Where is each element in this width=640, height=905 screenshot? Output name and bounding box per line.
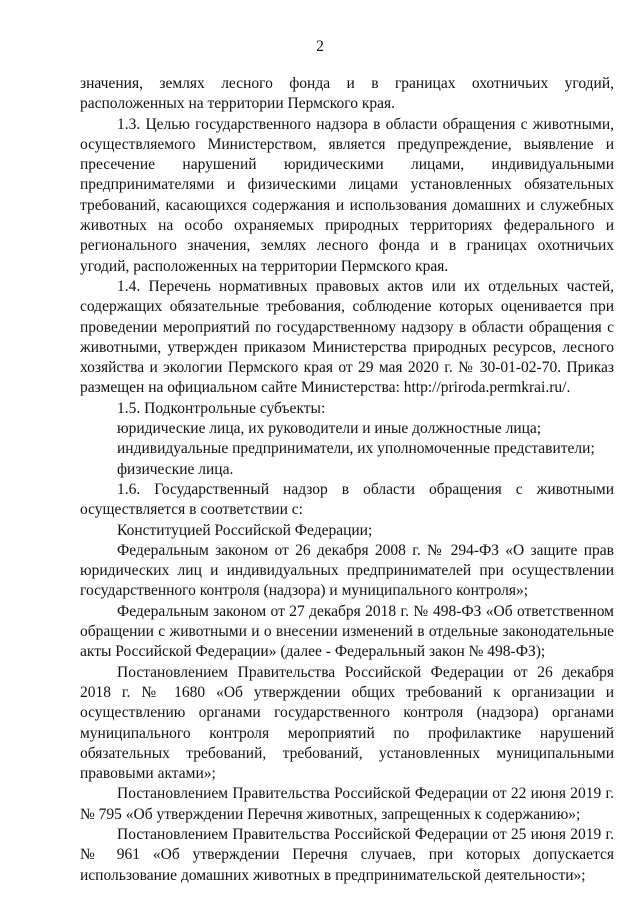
page-number: 2 (316, 38, 324, 55)
list-item-constitution: Конституцией Российской Федерации; (117, 521, 373, 539)
paragraph-1-5: 1.5. Подконтрольные субъекты: (117, 399, 326, 417)
list-item-individuals: физические лица. (117, 460, 234, 478)
paragraph-1-6: 1.6. Государственный надзор в области обращения с животными осуществляется в соответствии с: (80, 480, 614, 519)
paragraph-1-3: 1.3. Целью государственного надзора в области обращения с животными, осуществляемого Министерством, является предупреждение, выявление и пресечение нарушений юридическими лицами, индивидуальными предпринимателями и физическими лицами установленных обязательных требований, касающихся содержания и использования домашних и служебных животных на особо охраняемых природных территориях федерального и регионального значения, землях лесного фонда и в границах охотничьих угодий, расположенных на территории Пермского края. (80, 115, 614, 275)
paragraph-continuation: значения, землях лесного фонда и в границах охотничьих угодий, расположенных на территории Пермского края. (80, 75, 614, 113)
document-body (80, 74, 614, 886)
list-item-entrepreneurs: индивидуальные предприниматели, их уполномоченные представители; (117, 440, 595, 458)
list-item-decree-1680: Постановлением Правительства Российской Федерации от 26 декабря 2018 г. № 1680 «Об утверждении общих требований к организации и осуществлению органами государственного контроля (надзора) органами муниципального контроля мероприятий по профилактике нарушений обязательных требований, требований, установленных муниципальными правовыми актами»; (80, 663, 614, 783)
list-item-decree-961: Постановлением Правительства Российской Федерации от 25 июня 2019 г. № 961 «Об утверждении Перечня случаев, при которых допускается использование домашних животных в предпринимательской деятельности»; (80, 825, 614, 884)
list-item-legal-entities: юридические лица, их руководители и иные должностные лица; (117, 420, 542, 438)
list-item-law-294: Федеральным законом от 26 декабря 2008 г. № 294-ФЗ «О защите прав юридических лиц и индивидуальных предпринимателей при осуществлении государственного контроля (надзора) и муниципального контроля»; (80, 541, 614, 600)
list-item-law-498: Федеральным законом от 27 декабря 2018 г. № 498-ФЗ «Об ответственном обращении с животными и о внесении изменений в отдельные законодательные акты Российской Федерации» (далее - Федеральный закон № 498-ФЗ); (80, 602, 614, 661)
list-item-decree-795: Постановлением Правительства Российской Федерации от 22 июня 2019 г. № 795 «Об утверждении Перечня животных, запрещенных к содержанию»; (80, 785, 614, 823)
paragraph-1-4: 1.4. Перечень нормативных правовых актов или их отдельных частей, содержащих обязательные требования, соблюдение которых оценивается при проведении мероприятий по государственному надзору в области обращения с животными, утвержден приказом Министерства природных ресурсов, лесного хозяйства и экологии Пермского края от 29 мая 2020 г. № 30-01-02-70. Приказ размещен на официальном сайте Министерства: http://priroda.permkrai.ru/. (80, 277, 614, 397)
